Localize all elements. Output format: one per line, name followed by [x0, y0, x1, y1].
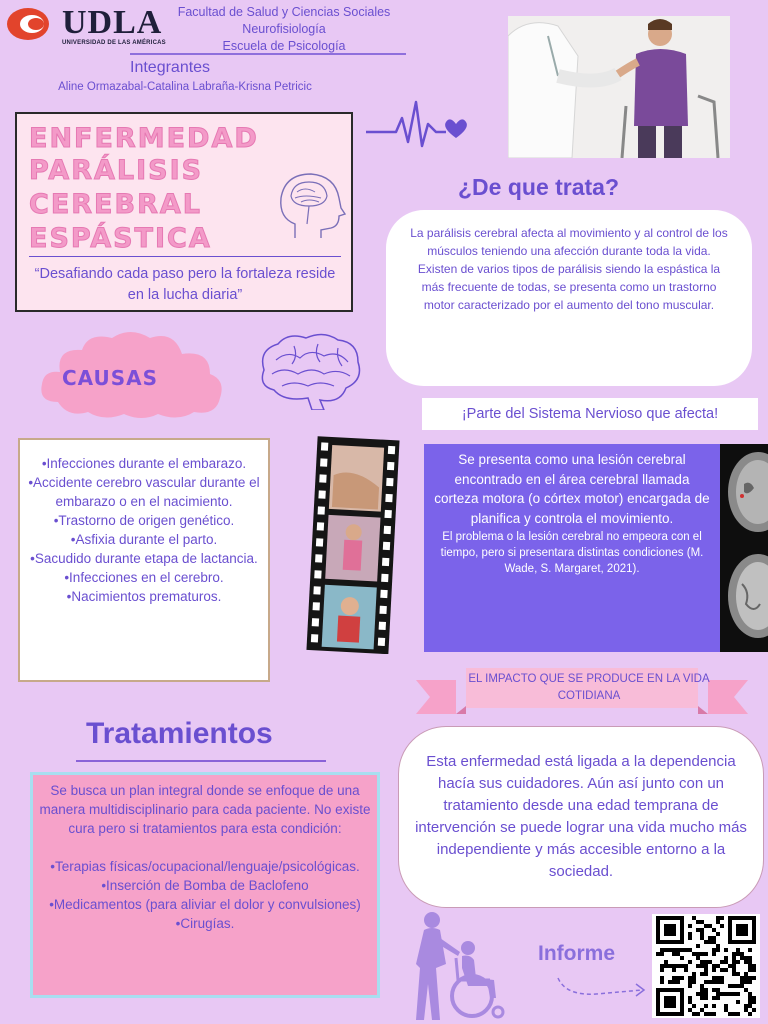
sistema-text-box — [424, 444, 720, 652]
tratamientos-divider — [76, 760, 326, 762]
tratamientos-box — [30, 772, 380, 998]
tratamientos-heading: Tratamientos — [86, 717, 273, 750]
list-item: •Nacimientos prematuros. — [66, 589, 222, 604]
arrow-right-icon — [556, 974, 648, 1002]
wheelchair-caregiver-icon — [410, 908, 506, 1022]
list-item: •Infecciones en el cerebro. — [64, 570, 224, 585]
sistema-main-text: Se presenta como una lesión cerebral encontrado en el área cerebral llamada corteza motora (o córtex motor) encargada de planifica y controla el movimiento. — [434, 452, 710, 526]
brain-icon — [254, 330, 366, 410]
faculty-line: Neurofisiología — [242, 22, 326, 36]
tratamientos-intro: Se busca un plan integral donde se enfoque de una manera multidisciplinario para cada paciente. No existe cura pero si tratamientos para esta condición: — [39, 783, 371, 836]
qr-code-icon — [652, 914, 760, 1018]
list-item: •Trastorno de origen genético. — [53, 513, 235, 528]
integrantes-names: Aline Ormazabal-Catalina Labraña-Krisna Petricic — [58, 81, 312, 93]
integrantes-heading: Integrantes — [130, 59, 211, 76]
mri-scan-image — [720, 444, 768, 652]
faculty-line: Facultad de Salud y Ciencias Sociales — [177, 5, 391, 19]
title-quote: “Desafiando cada paso pero la fortaleza reside en la lucha diaria” — [34, 266, 336, 303]
list-item: •Sacudido durante etapa de lactancia. — [30, 551, 258, 566]
faculty-line: Escuela de Psicología — [222, 39, 346, 53]
list-item: •Cirugías. — [175, 916, 235, 931]
sistema-heading: ¡Parte del Sistema Nervioso que afecta! — [422, 398, 758, 430]
impacto-heading: EL IMPACTO QUE SE PRODUCE EN LA VIDA COTIDIANA — [468, 673, 710, 702]
header-divider — [130, 53, 406, 55]
heartbeat-icon — [366, 94, 472, 154]
title-word: PARÁLISIS — [29, 155, 204, 186]
faculty-info — [160, 4, 408, 55]
title-word: ESPÁSTICA — [29, 223, 212, 254]
list-item: •Infecciones durante el embarazo. — [41, 456, 247, 471]
title-word: CEREBRAL — [29, 189, 202, 220]
que-trata-text: La parálisis cerebral afecta al movimiento y al control de los músculos teniendo una afección durante toda la vida. Existen de varios tipos de parálisis siendo la espástica la más frecuente de todas, se presenta como un trastorno motor caracterizado por el aumento del tono muscular. — [386, 210, 752, 386]
list-item: •Terapias físicas/ocupacional/lenguaje/psicológicas. — [50, 859, 360, 874]
list-item: •Medicamentos (para aliviar el dolor y convulsiones) — [49, 897, 361, 912]
title-divider — [29, 256, 341, 257]
udla-logo-icon — [6, 6, 54, 42]
impacto-text: Esta enfermedad está ligada a la dependencia hacía sus cuidadores. Aún así junto con un tratamiento desde una edad temprana de intervención se puede lograr una vida mucho más independiente y más accesible entorno a la sociedad. — [398, 726, 764, 908]
head-brain-icon — [275, 168, 347, 248]
qr-code[interactable] — [652, 914, 760, 1018]
logo-subtitle: UNIVERSIDAD DE LAS AMÉRICAS — [62, 40, 166, 46]
informe-label: Informe — [538, 942, 616, 965]
list-item: •Asfixia durante el parto. — [70, 532, 218, 547]
title-card — [15, 112, 353, 312]
list-item: •Accidente cerebro vascular durante el embarazo o en el nacimiento. — [28, 475, 260, 509]
film-strip-photos — [290, 436, 408, 654]
sistema-small-text: El problema o la lesión cerebral no empeora con el tiempo, pero si presentara distintas condiciones (M. Wade, S. Margaret, 2021). — [440, 531, 704, 575]
logo-wordmark: UDLA — [62, 4, 163, 41]
doctor-patient-photo — [508, 16, 730, 158]
list-item: •Inserción de Bomba de Baclofeno — [101, 878, 309, 893]
title-word: ENFERMEDAD — [29, 123, 259, 154]
que-trata-heading: ¿De que trata? — [458, 174, 620, 200]
causas-heading: CAUSAS — [62, 366, 159, 390]
causas-list — [18, 438, 270, 682]
